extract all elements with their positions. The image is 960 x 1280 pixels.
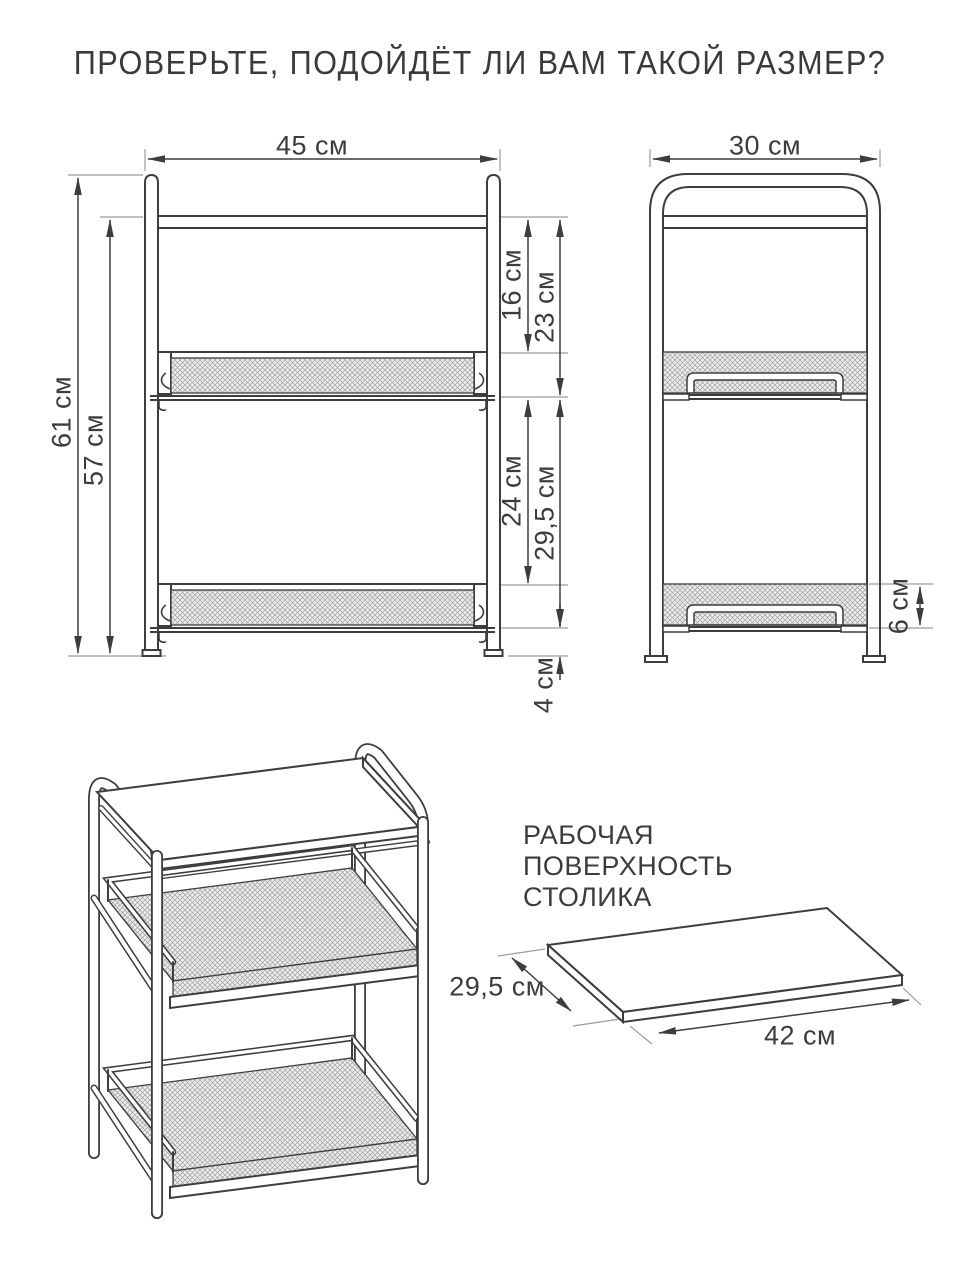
front-view-drawing — [68, 149, 568, 680]
side-basket-2 — [663, 584, 867, 632]
dim-frame-height: 57 см — [78, 413, 109, 487]
front-left-leg — [145, 175, 158, 656]
side-right-foot — [863, 656, 885, 662]
front-top-shelf — [158, 216, 487, 228]
front-view-structure — [143, 175, 503, 656]
worktop-caption-line-1: РАБОЧАЯ — [523, 820, 655, 850]
front-basket-2-mesh — [171, 590, 474, 625]
dim-middle-section: 29,5 см — [529, 465, 560, 561]
side-top-rail — [663, 216, 867, 228]
perspective-view-drawing — [94, 749, 427, 1213]
side-view-structure — [645, 174, 885, 662]
worktop-caption-line-3: СТОЛИКА — [523, 882, 652, 912]
front-right-foot — [485, 650, 503, 656]
persp-basket-2 — [94, 1038, 420, 1198]
front-left-foot — [143, 650, 161, 656]
dim-top-section: 23 см — [529, 270, 560, 344]
page-title: ПРОВЕРЬТЕ, ПОДОЙДЁТ ЛИ ВАМ ТАКОЙ РАЗМЕР? — [73, 44, 887, 81]
side-basket-1 — [663, 352, 867, 400]
side-left-foot — [645, 656, 667, 662]
front-basket-1 — [150, 352, 495, 410]
worktop-caption-line-2: ПОВЕРХНОСТЬ — [523, 851, 734, 881]
worktop-panel — [548, 908, 902, 1022]
dim-worktop-width: 42 см — [763, 1020, 837, 1051]
front-basket-1-mesh — [171, 358, 474, 393]
dim-middle-gap: 24 см — [496, 454, 527, 528]
dim-total-height: 61 см — [46, 375, 77, 449]
dim-basket-height: 6 см — [883, 577, 914, 635]
persp-basket-1 — [94, 848, 420, 1008]
dim-worktop-depth: 29,5 см — [449, 971, 545, 1002]
front-basket-2 — [150, 584, 495, 642]
dim-side-depth: 30 см — [728, 130, 802, 161]
dim-top-gap: 16 см — [496, 248, 527, 322]
worktop-caption — [523, 820, 733, 913]
dim-floor-clearance: 4 см — [528, 656, 559, 714]
dim-front-width: 45 см — [275, 130, 349, 161]
worktop-drawing — [498, 908, 921, 1044]
front-right-leg — [487, 175, 500, 656]
